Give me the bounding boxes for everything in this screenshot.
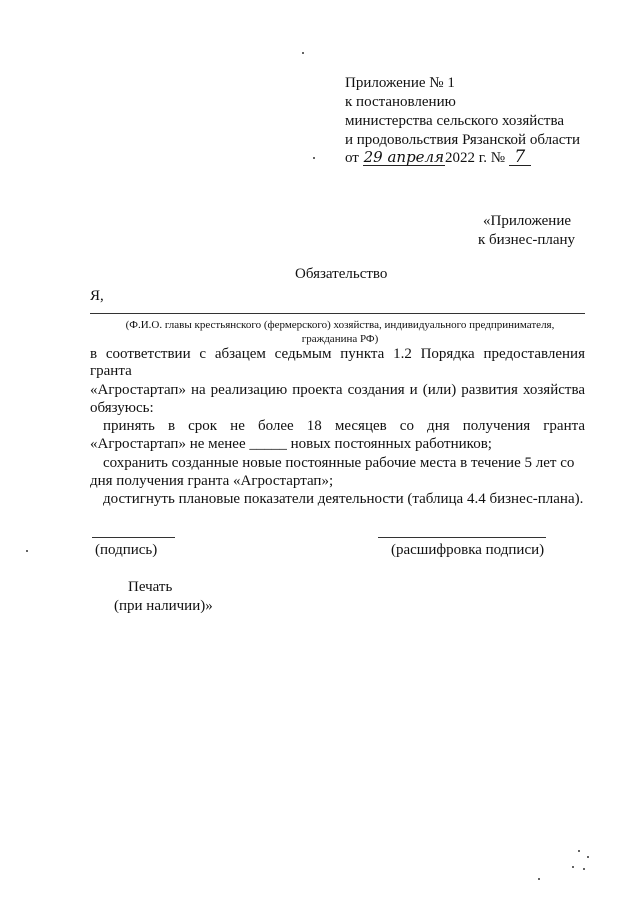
approval-line-3: министерства сельского хозяйства xyxy=(345,113,565,129)
appendix-line-2: к бизнес-плану xyxy=(478,232,576,248)
fio-caption xyxy=(100,318,580,346)
p3-line-2: дня получения гранта «Агростартап»; xyxy=(90,473,334,489)
approval-date-line xyxy=(345,149,531,168)
handwritten-date: 29 апреля xyxy=(363,148,445,166)
p1-line-1: в соответствии с абзацем седьмым пункта 1.2 Порядка предоставления xyxy=(90,346,585,362)
scan-speck xyxy=(578,850,580,852)
document-title: Обязательство xyxy=(295,266,388,282)
approval-line-2: к постановлению xyxy=(345,94,456,110)
stamp-note: (при наличии)» xyxy=(114,598,213,614)
p3-line-1: сохранить созданные новые постоянные рабочие места в течение 5 лет со xyxy=(103,455,575,471)
signature-line xyxy=(92,537,175,538)
fio-caption-line-2: гражданина РФ) xyxy=(301,333,379,345)
p2-line-1: принять в срок не более 18 месяцев со дня получения гранта xyxy=(103,418,585,434)
scan-speck xyxy=(587,856,589,858)
p2-line-2: «Агростартап» не менее _____ новых постоянных работников; xyxy=(90,436,492,452)
p1-line-4: обязуюсь: xyxy=(90,400,154,416)
appendix-line-1: «Приложение xyxy=(483,213,572,229)
i-label: Я, xyxy=(90,288,104,304)
scan-speck xyxy=(583,868,585,870)
approval-line-1: Приложение № 1 xyxy=(345,75,455,91)
approval-line-4: и продовольствия Рязанской области xyxy=(345,132,580,148)
fio-caption-line-1: (Ф.И.О. главы крестьянского (фермерского) хозяйства, индивидуального предпринимателя, xyxy=(125,319,555,331)
p1-line-2: гранта xyxy=(90,363,132,379)
scan-speck xyxy=(538,878,540,880)
handwritten-number: 7 xyxy=(509,149,531,166)
scan-speck xyxy=(313,157,315,159)
scan-speck xyxy=(26,550,28,552)
p1-line-3: «Агростартап» на реализацию проекта создания и (или) развития хозяйства xyxy=(90,382,585,398)
date-from-label: от xyxy=(345,150,359,166)
p4-line-1: достигнуть плановые показатели деятельности (таблица 4.4 бизнес-плана). xyxy=(103,491,584,507)
scan-speck xyxy=(572,866,574,868)
fio-blank-line xyxy=(90,313,585,314)
signature-caption: (подпись) xyxy=(95,542,158,558)
signature-decoding-line xyxy=(378,537,546,538)
scan-speck xyxy=(302,52,304,54)
signature-decoding-caption: (расшифровка подписи) xyxy=(391,542,545,558)
date-printed: 2022 г. № xyxy=(445,150,506,166)
stamp-label: Печать xyxy=(128,579,173,595)
